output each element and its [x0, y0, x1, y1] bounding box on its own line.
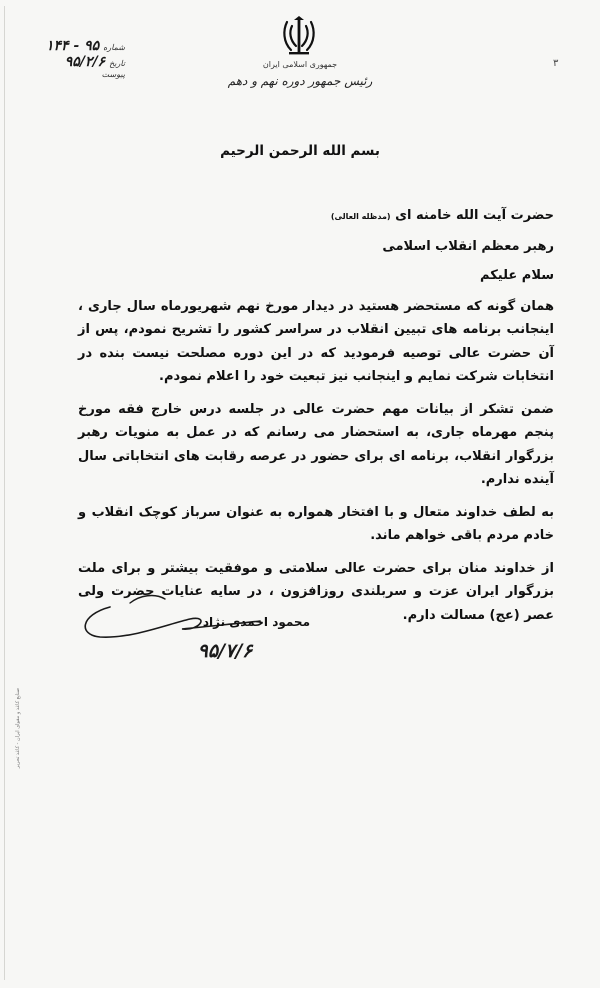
reference-number-row: [30, 38, 125, 54]
side-footer-text: صنایع کاغذ و مقوای ایران - کاغذ تحریر: [15, 688, 21, 769]
signer-name: محمود احمدی نژاد: [202, 615, 310, 629]
addressee-line: [78, 204, 554, 229]
paragraph: از خداوند منان برای حضرت عالی سلامتی و موفقیت بیشتر و برای ملت بزرگوار ایران عزت و سربلندی روزافزون ، در سایه عنایات حضرت ولی عصر (عج) مسالت دارم.: [78, 560, 554, 623]
iran-emblem-icon: [279, 14, 319, 58]
emblem-caption: جمهوری اسلامی ایران: [262, 60, 338, 69]
side-footer: [8, 688, 21, 810]
greeting: سلام علیکم: [480, 268, 554, 283]
page-mark: ۳: [553, 58, 559, 69]
letter-body: [78, 204, 554, 636]
reference-date-row: [30, 54, 125, 70]
paragraph: به لطف خداوند متعال و با افتخار همواره به عنوان سرباز کوچک انقلاب و خادم مردم باقی خواهم ماند.: [78, 504, 554, 543]
reference-attachment-row: [30, 70, 125, 86]
letterhead-title: رئیس جمهور دوره نهم و دهم: [227, 74, 373, 88]
reference-number-value: ۹۵ - ۱۴۴: [46, 38, 100, 54]
reference-date-label: تاریخ: [109, 59, 125, 68]
reference-number-label: شماره: [103, 43, 125, 52]
addressee-honorific: (مدظله العالی): [330, 212, 391, 221]
reference-block: [30, 38, 125, 86]
bismillah-heading: بسم الله الرحمن الرحیم: [220, 143, 380, 159]
signature-date: ۹۵/۷/۶: [197, 640, 253, 662]
paragraph: ضمن تشکر از بیانات مهم حضرت عالی در جلسه درس خارج فقه مورخ پنجم مهرماه جاری، به استحضار می رسانم که در عمل به منویات رهبر بزرگوار انقلاب، برنامه ای برای حضور در عرصه رقابت های انتخاباتی سال آینده ندارم.: [78, 401, 554, 487]
addressee-title: رهبر معظم انقلاب اسلامی: [382, 238, 554, 254]
paragraph: همان گونه که مستحضر هستید در دیدار مورخ نهم شهریورماه سال جاری ، اینجانب برنامه های تبیین انقلاب در سراسر کشور را تشریح نمودم، پس از آن حضرت عالی توصیه فرمودید که در این دوره مصلحت نیست بنده در انتخابات شرکت نمایم و اینجانب نیز تبعیت خود را اعلام نمودم.: [78, 298, 554, 384]
reference-date-value: ۹۵/۲/۶: [64, 54, 106, 70]
addressee-name: حضرت آیت الله خامنه ای: [395, 208, 554, 223]
reference-attachment-label: پیوست: [101, 70, 125, 79]
